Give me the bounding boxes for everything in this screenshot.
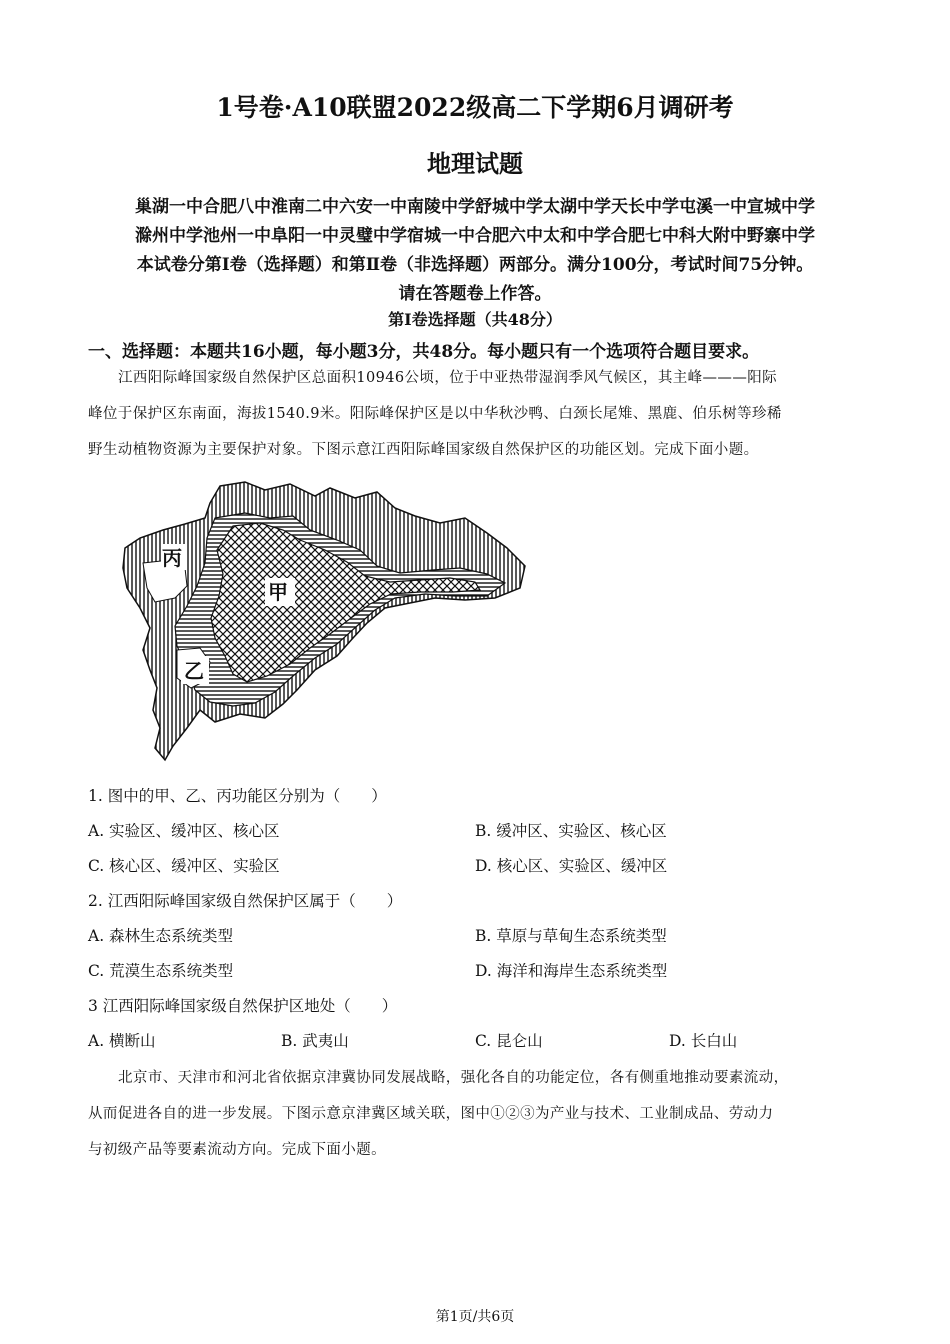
map-label-bing: 丙 (162, 546, 182, 570)
question-2-option-b[interactable]: B. 草原与草甸生态系统类型 (475, 927, 667, 945)
section-title: 第Ⅰ卷选择题（共48分） (388, 310, 562, 329)
map-label-yi: 乙 (184, 659, 204, 683)
schools-line-2: 滁州中学池州一中阜阳一中灵璧中学宿城一中合肥六中太和中学合肥七中科大附中野寨中学 (135, 226, 815, 246)
question-3-option-b[interactable]: B. 武夷山 (281, 1032, 349, 1050)
question-1-option-c[interactable]: C. 核心区、缓冲区、实验区 (88, 857, 280, 875)
question-3-option-c[interactable]: C. 昆仑山 (475, 1032, 543, 1050)
passage1-line-1: 江西阳际峰国家级自然保护区总面积10946公顷，位于中亚热带湿润季风气候区，其主峰———阳际 (118, 370, 778, 386)
question-1-stem: 1. 图中的甲、乙、丙功能区分别为（ ） (88, 787, 387, 805)
passage1-line-2: 峰位于保护区东南面，海拔1540.9米。阳际峰保护区是以中华秋沙鸭、白颈长尾雉、黑鹿、伯乐树等珍稀 (88, 406, 782, 422)
passage1-line-3: 野生动植物资源为主要保护对象。下图示意江西阳际峰国家级自然保护区的功能区划。完成下面小题。 (88, 442, 759, 458)
question-2-stem: 2. 江西阳际峰国家级自然保护区属于（ ） (88, 892, 403, 910)
schools-line-1: 巢湖一中合肥八中淮南二中六安一中南陵中学舒城中学太湖中学天长中学屯溪一中宣城中学 (135, 197, 815, 217)
question-2-option-a[interactable]: A. 森林生态系统类型 (88, 927, 234, 945)
page-number: 第1页/共6页 (435, 1309, 515, 1325)
instructions-line-2: 请在答题卷上作答。 (398, 284, 552, 304)
question-2-option-d[interactable]: D. 海洋和海岸生态系统类型 (475, 962, 668, 980)
exam-subtitle: 地理试题 (427, 149, 523, 178)
question-3-stem: 3 江西阳际峰国家级自然保护区地处（ ） (88, 997, 398, 1015)
map-label-jia: 甲 (268, 580, 288, 604)
question-3-option-a[interactable]: A. 横断山 (88, 1032, 156, 1050)
question-1-option-d[interactable]: D. 核心区、实验区、缓冲区 (475, 857, 668, 875)
exam-title: 1号卷·A10联盟2022级高二下学期6月调研考 (216, 93, 734, 122)
question-1-option-b[interactable]: B. 缓冲区、实验区、核心区 (475, 822, 667, 840)
passage2-line-3: 与初级产品等要素流动方向。完成下面小题。 (88, 1142, 386, 1158)
question-1-option-a[interactable]: A. 实验区、缓冲区、核心区 (88, 822, 280, 840)
reserve-zoning-map (115, 478, 535, 768)
passage2-line-1: 北京市、天津市和河北省依据京津冀协同发展战略，强化各自的功能定位，各有侧重地推动要素流动， (118, 1070, 789, 1086)
instructions-line-1: 本试卷分第Ⅰ卷（选择题）和第Ⅱ卷（非选择题）两部分。满分100分，考试时间75分钟。 (136, 255, 814, 275)
passage2-line-2: 从而促进各自的进一步发展。下图示意京津冀区域关联，图中①②③为产业与技术、工业制成品、劳动力 (88, 1106, 774, 1122)
question-2-option-c[interactable]: C. 荒漠生态系统类型 (88, 962, 234, 980)
question-3-option-d[interactable]: D. 长白山 (669, 1032, 738, 1050)
part-title: 一、选择题：本题共16小题，每小题3分，共48分。每小题只有一个选项符合题目要求。 (88, 342, 760, 362)
